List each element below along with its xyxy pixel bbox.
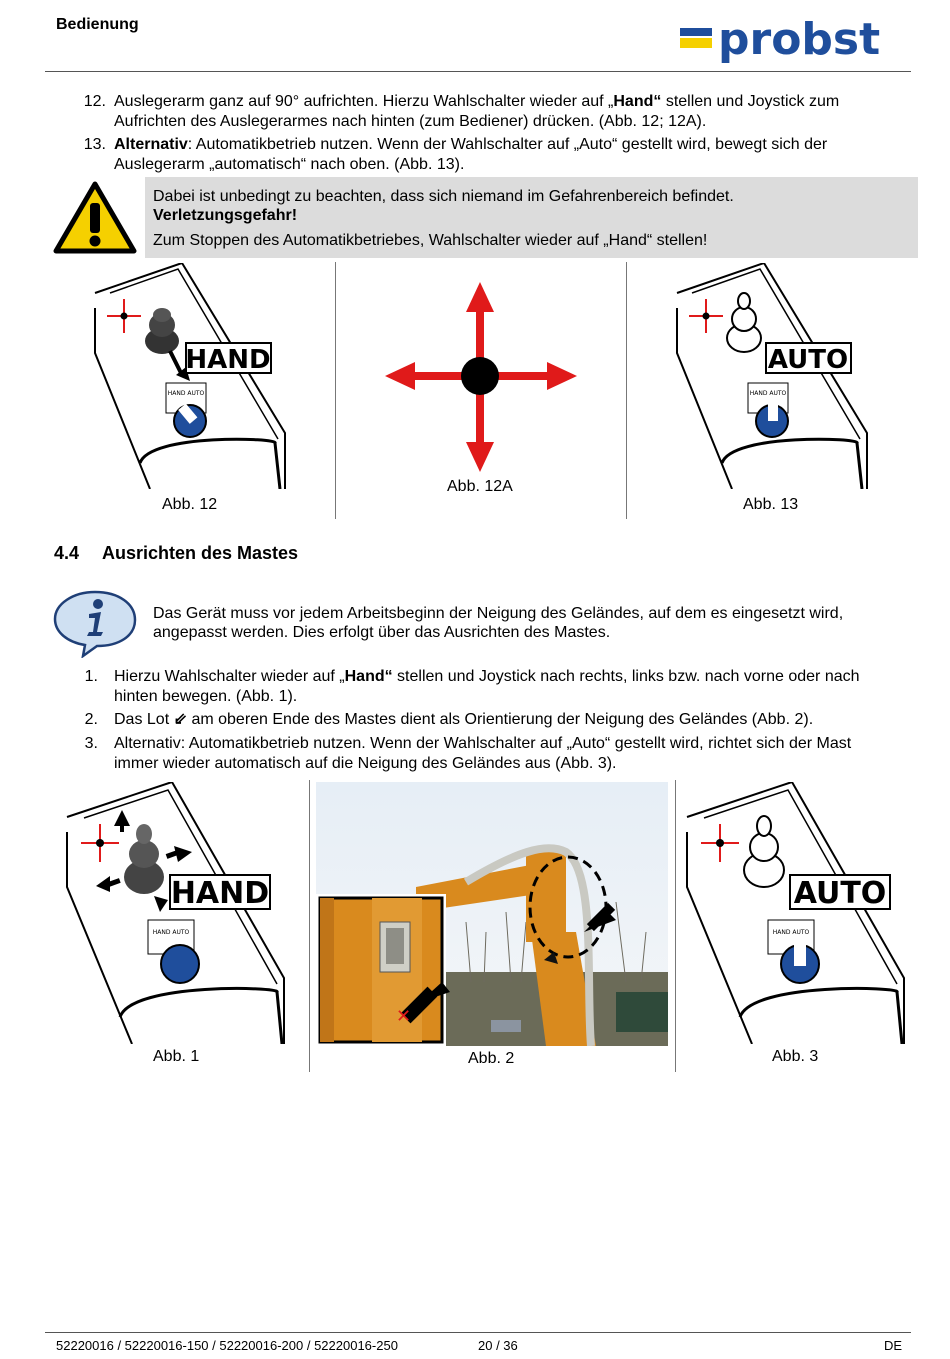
- switch-label: HAND AUTO: [167, 390, 205, 397]
- figure-direction-arrows: [385, 282, 577, 472]
- list-item-number: 13.: [83, 136, 106, 153]
- list-item-number: 2.: [84, 711, 98, 728]
- list-item-number: 3.: [84, 735, 98, 752]
- list-item-text: Hierzu Wahlschalter wieder auf „Hand“ stellen und Joystick nach rechts, links bzw. nach vorne oder nach hinten bewegen. (Abb. 1).: [114, 668, 860, 705]
- warning-emphasis: Verletzungsgefahr!: [153, 207, 298, 224]
- figure-joystick-auto-bottom: [682, 782, 912, 1044]
- figure-joystick-hand: [90, 263, 290, 489]
- hand-label: HAND: [185, 345, 271, 375]
- figure-caption: Abb. 12: [162, 496, 218, 513]
- figure-mast-photo: [316, 782, 668, 1046]
- list-item-number: 1.: [84, 668, 98, 685]
- figure-caption: Abb. 13: [743, 496, 799, 513]
- probst-logo: [680, 18, 906, 68]
- figure-divider: [309, 780, 310, 1072]
- brand-wordmark: probst: [718, 18, 881, 65]
- figure-caption: Abb. 1: [153, 1048, 200, 1065]
- info-text: Das Gerät muss vor jedem Arbeitsbeginn der Neigung des Geländes, auf dem es eingesetzt wird,: [153, 605, 844, 622]
- list-item-number: 12.: [83, 93, 106, 110]
- section-title: Ausrichten des Mastes: [102, 543, 299, 563]
- figure-caption: Abb. 3: [772, 1048, 819, 1065]
- list-item-text: Das Lot ⇙ am oberen Ende des Mastes dient als Orientierung der Neigung des Geländes (Abb. 2).: [114, 711, 814, 728]
- header-section-title: Bedienung: [56, 16, 139, 33]
- footer-page-number: 20 / 36: [478, 1338, 518, 1353]
- warning-text: Zum Stoppen des Automatikbetriebes, Wahlschalter wieder auf „Hand“ stellen!: [153, 232, 708, 249]
- auto-label: AUTO: [793, 876, 887, 911]
- warning-triangle-icon: [53, 181, 137, 254]
- figure-joystick-hand-directions: [62, 782, 292, 1044]
- list-item-text: Auslegerarm ganz auf 90° aufrichten. Hierzu Wahlschalter wieder auf „Hand“ stellen und Joystick zum Aufrichten des Auslegerarmes nach hinten (zum Bediener) drücken. (Abb. 12; 12A).: [114, 93, 840, 130]
- figure-divider: [675, 780, 676, 1072]
- figure-caption: Abb. 12A: [447, 478, 513, 495]
- figure-divider: [335, 262, 336, 519]
- section-number: 4.4: [54, 543, 80, 563]
- list-item-text: Alternativ: Automatikbetrieb nutzen. Wenn der Wahlschalter auf „Auto“ gestellt wird, bewegt sich der Auslegerarm „automatisch“ nach oben. (Abb. 13).: [114, 136, 828, 173]
- list-item-text: Alternativ: Automatikbetrieb nutzen. Wenn der Wahlschalter auf „Auto“ gestellt wird, richtet sich der Mast immer wieder automatisch auf die Neigung des Geländes aus (Abb. 3).: [114, 735, 852, 772]
- switch-label: HAND AUTO: [152, 929, 190, 936]
- header-rule: [45, 71, 911, 72]
- figure-joystick-auto: [672, 263, 872, 489]
- plumb-arrow-icon: ⇙: [173, 711, 187, 728]
- plumb-x-mark: ✕: [396, 1006, 412, 1027]
- auto-label: AUTO: [767, 345, 849, 375]
- switch-label: HAND AUTO: [749, 390, 787, 397]
- footer-doc-numbers: 52220016 / 52220016-150 / 52220016-200 / 52220016-250: [56, 1338, 398, 1353]
- figure-divider: [626, 262, 627, 519]
- switch-label: HAND AUTO: [772, 929, 810, 936]
- footer-rule: [45, 1332, 911, 1333]
- info-text: angepasst werden. Dies erfolgt über das Ausrichten des Mastes.: [153, 624, 611, 641]
- hand-label: HAND: [170, 876, 270, 911]
- info-icon: [53, 588, 137, 658]
- figure-caption: Abb. 2: [468, 1050, 515, 1067]
- warning-text: Dabei ist unbedingt zu beachten, dass sich niemand im Gefahrenbereich befindet.: [153, 188, 734, 205]
- footer-language: DE: [884, 1338, 903, 1353]
